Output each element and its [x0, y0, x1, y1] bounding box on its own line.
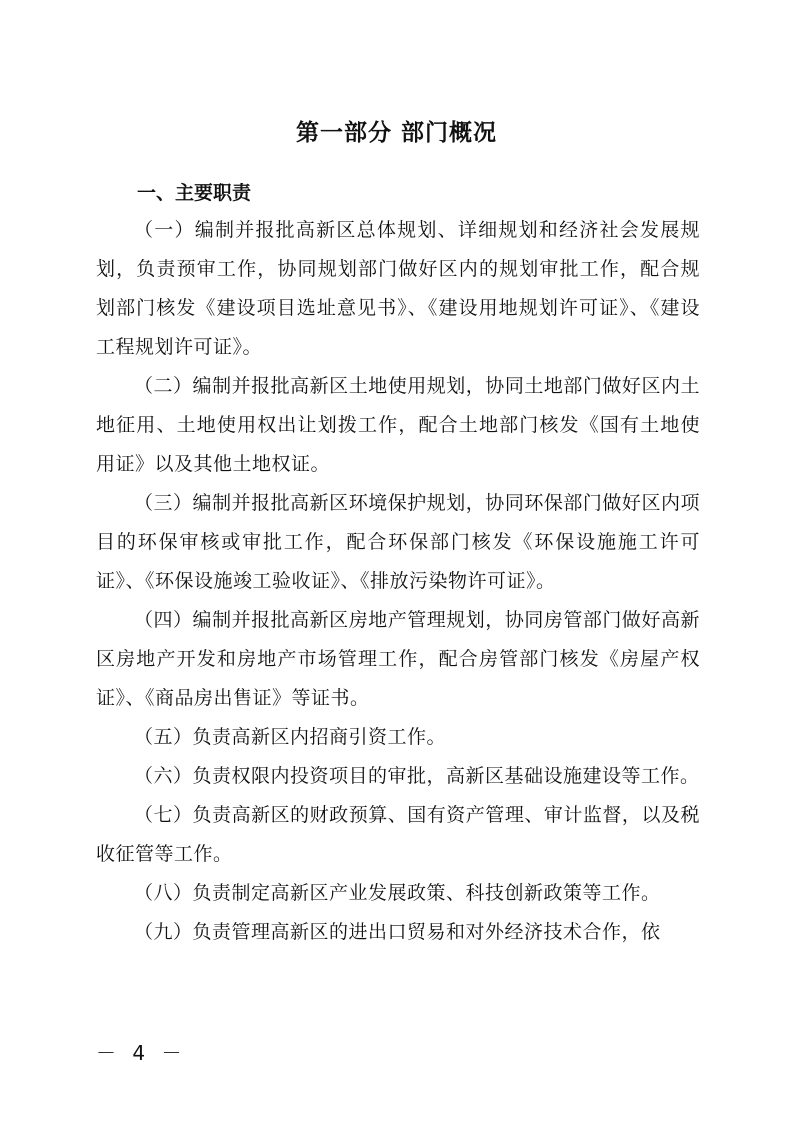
page-title: 第一部分 部门概况 [295, 120, 497, 147]
paragraph-duty-3: （三）编制并报批高新区环境保护规划，协同环保部门做好区内项目的环保审核或审批工作，配合环保部门核发《环保设施施工许可证》、《环保设施竣工验收证》、《排放污染物许可证》。 [96, 492, 700, 592]
page-number: － 4 － [96, 1041, 187, 1065]
body-text [96, 211, 700, 952]
paragraph-duty-5: （五）负责高新区内招商引资工作。 [134, 726, 447, 748]
paragraph-duty-2: （二）编制并报批高新区土地使用规划，协同土地部门做好区内土地征用、土地使用权出让划拨工作，配合土地部门核发《国有土地使用证》以及其他土地权证。 [96, 375, 700, 475]
paragraph-duty-8: （八）负责制定高新区产业发展政策、科技创新政策等工作。 [134, 882, 661, 904]
section-heading: 一、主要职责 [137, 182, 252, 204]
paragraph-duty-7: （七）负责高新区的财政预算、国有资产管理、审计监督，以及税收征管等工作。 [96, 804, 700, 865]
paragraph-duty-9: （九）负责管理高新区的进出口贸易和对外经济技术合作，依 [134, 921, 661, 943]
paragraph-duty-1: （一）编制并报批高新区总体规划、详细规划和经济社会发展规划，负责预审工作，协同规划部门做好区内的规划审批工作，配合规划部门核发《建设项目选址意见书》、《建设用地规划许可证》、《建设工程规划许可证》。 [96, 219, 700, 358]
paragraph-duty-6: （六）负责权限内投资项目的审批，高新区基础设施建设等工作。 [134, 765, 700, 787]
paragraph-duty-4: （四）编制并报批高新区房地产管理规划，协同房管部门做好高新区房地产开发和房地产市场管理工作，配合房管部门核发《房屋产权证》、《商品房出售证》等证书。 [96, 609, 700, 709]
